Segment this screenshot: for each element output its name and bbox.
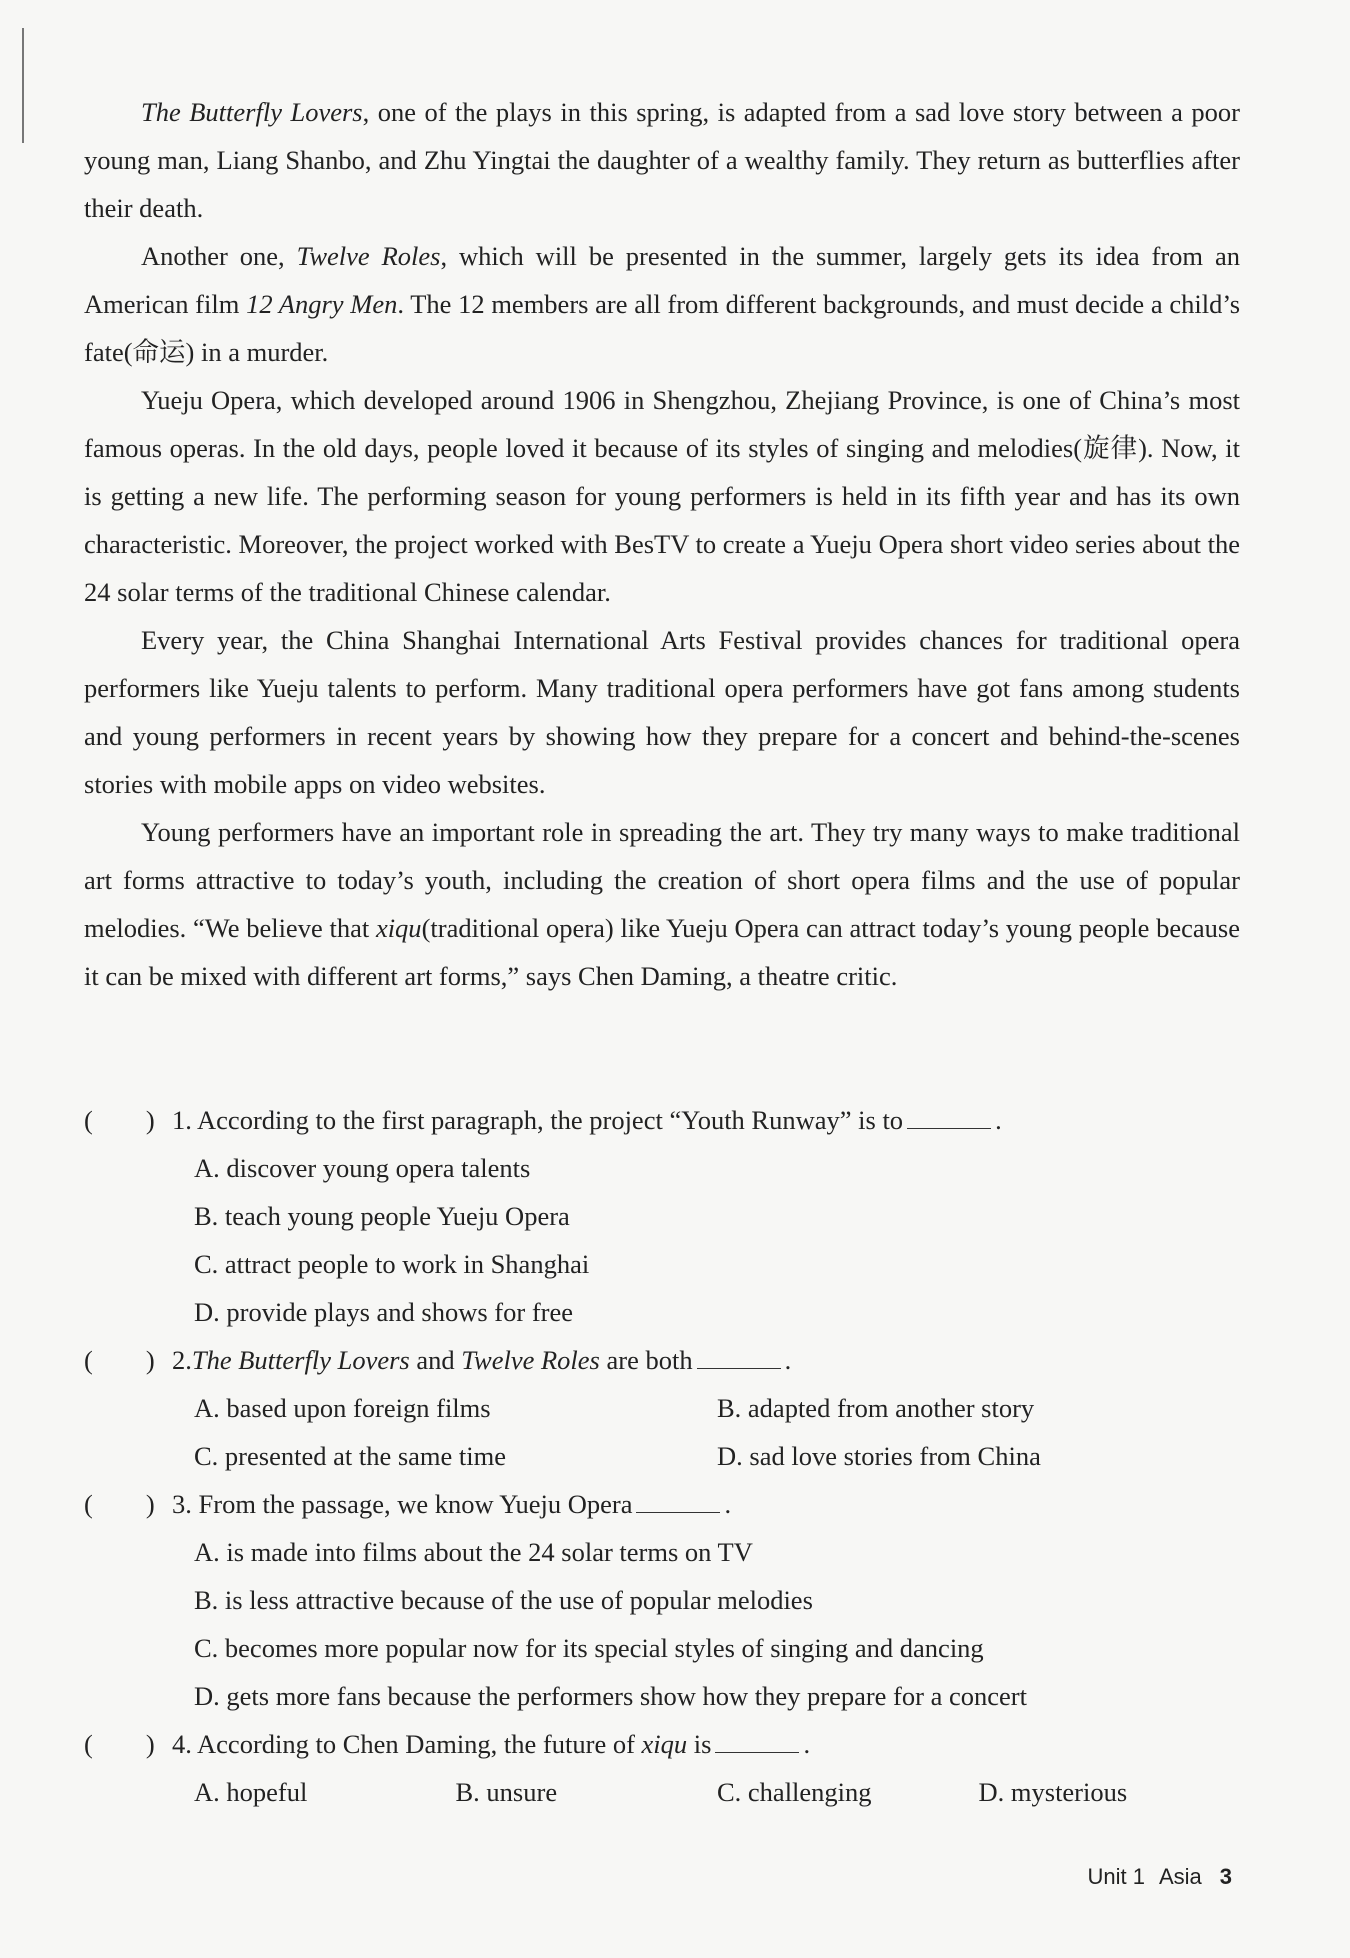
q2-option-d[interactable]: D. sad love stories from China — [717, 1441, 1041, 1471]
q1-option-d[interactable]: D. provide plays and shows for free — [194, 1297, 573, 1327]
q2-option-c[interactable]: C. presented at the same time — [194, 1441, 507, 1471]
q3-option-a[interactable]: A. is made into films about the 24 solar terms on TV — [194, 1537, 753, 1567]
answer-bracket[interactable]: ( ) — [84, 1345, 155, 1375]
question-1: ( ) 1. According to the first paragraph, the project “Youth Runway” is to . — [84, 1096, 1240, 1144]
q4-options-row — [194, 1768, 1240, 1816]
q2-option-b[interactable]: B. adapted from another story — [717, 1393, 1035, 1423]
answer-bracket[interactable]: ( ) — [84, 1489, 155, 1519]
q2-option-a[interactable]: A. based upon foreign films — [194, 1393, 491, 1423]
footer-title: Asia — [1158, 1864, 1202, 1889]
page-footer — [1087, 1864, 1232, 1890]
question-3: ( ) 3. From the passage, we know Yueju Opera . — [84, 1480, 1240, 1528]
footer-unit: Unit 1 — [1087, 1864, 1145, 1889]
paragraph-5: Young performers have an important role in spreading the art. They try many ways to make traditional art forms attractive to today’s youth, including the creation of short opera films and the use of popular melodies. “We believe that xiqu(traditional opera) like Yueju Opera can attract today’s young people because it can be mixed with different art forms,” says Chen Daming, a theatre critic. — [84, 817, 1240, 991]
q4-option-a[interactable]: A. hopeful — [194, 1777, 308, 1807]
q4-option-b[interactable]: B. unsure — [455, 1777, 558, 1807]
q2-options-row-2 — [194, 1432, 1240, 1480]
answer-bracket[interactable]: ( ) — [84, 1729, 155, 1759]
q1-option-b[interactable]: B. teach young people Yueju Opera — [194, 1201, 570, 1231]
q2-options-row-1 — [194, 1384, 1240, 1432]
q3-option-d[interactable]: D. gets more fans because the performers show how they prepare for a concert — [194, 1681, 1027, 1711]
q1-option-a[interactable]: A. discover young opera talents — [194, 1153, 531, 1183]
q1-option-c[interactable]: C. attract people to work in Shanghai — [194, 1249, 590, 1279]
question-4: ( ) 4. According to Chen Daming, the future of xiqu is . — [84, 1720, 1240, 1768]
answer-blank — [636, 1490, 720, 1513]
q4-option-c[interactable]: C. challenging — [717, 1777, 872, 1807]
paragraph-2: Another one, Twelve Roles, which will be presented in the summer, largely gets its idea from an American film 12 Angry Men. The 12 members are all from different backgrounds, and must decide a child’s fate(命运) in a murder. — [84, 241, 1241, 367]
q4-option-d[interactable]: D. mysterious — [978, 1777, 1128, 1807]
answer-blank — [697, 1346, 781, 1369]
paragraph-3: Yueju Opera, which developed around 1906 in Shengzhou, Zhejiang Province, is one of China’s most famous operas. In the old days, people loved it because of its styles of singing and melodies(旋律). Now, it is getting a new life. The performing season for young performers is held in its fifth year and has its own characteristic. Moreover, the project worked with BesTV to create a Yueju Opera short video series about the 24 solar terms of the traditional Chinese calendar. — [84, 385, 1240, 607]
margin-line — [22, 28, 24, 143]
q3-option-c[interactable]: C. becomes more popular now for its special styles of singing and dancing — [194, 1633, 984, 1663]
answer-blank — [907, 1106, 991, 1129]
question-2: ( ) 2. The Butterfly Lovers and Twelve Roles are both . — [84, 1336, 1240, 1384]
q3-option-b[interactable]: B. is less attractive because of the use of popular melodies — [194, 1585, 813, 1615]
page-number: 3 — [1219, 1864, 1232, 1889]
paragraph-4: Every year, the China Shanghai International Arts Festival provides chances for traditional opera performers like Yueju talents to perform. Many traditional opera performers have got fans among students and young performers in recent years by showing how they prepare for a concert and behind-the-scenes stories with mobile apps on video websites. — [84, 625, 1240, 799]
answer-bracket[interactable]: ( ) — [84, 1105, 155, 1135]
paragraph-1: The Butterfly Lovers, one of the plays in this spring, is adapted from a sad love story between a poor young man, Liang Shanbo, and Zhu Yingtai the daughter of a wealthy family. They return as butterflies after their death. — [84, 97, 1240, 223]
answer-blank — [715, 1730, 799, 1753]
reading-passage — [84, 88, 1240, 1000]
questions-section — [84, 1096, 1240, 1816]
